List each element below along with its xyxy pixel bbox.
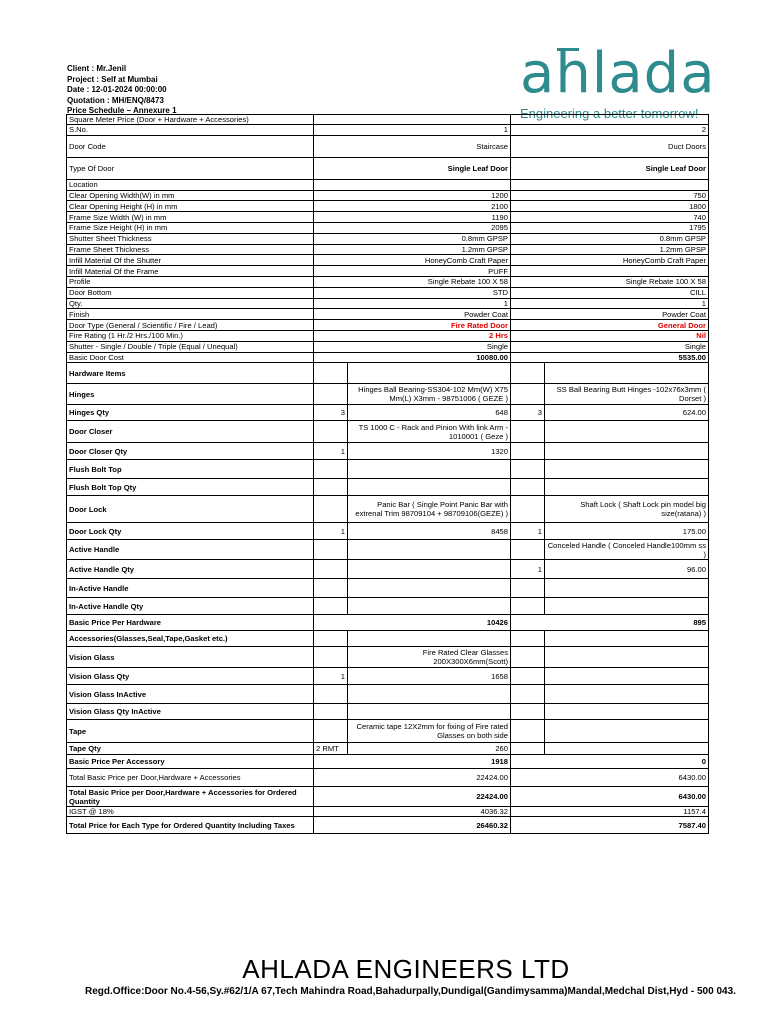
hardware-qty-type1: [314, 496, 348, 523]
table-title-row: [67, 115, 709, 125]
total-row: [67, 787, 709, 807]
hardware-label: Hinges Qty: [67, 405, 314, 421]
hardware-qty-type1: 1: [314, 443, 348, 460]
spec-value-type2: Single: [511, 341, 709, 352]
price-schedule-table: [66, 114, 709, 834]
spec-value-type1: 1: [314, 298, 511, 309]
spec-value-type1: [314, 179, 511, 190]
hardware-value-type2: [545, 363, 709, 384]
accessory-value-type1: [348, 704, 511, 720]
spec-row: [67, 298, 709, 309]
footer-company-name: AHLADA ENGINEERS LTD: [242, 954, 570, 984]
hardware-row: [67, 540, 709, 560]
spec-label: Type Of Door: [67, 157, 314, 179]
spec-value-type1: 2 Hrs: [314, 330, 511, 341]
accessory-qty-type1: 2 RMT: [314, 743, 348, 755]
client-name: Client : Mr.Jenil: [67, 64, 127, 73]
spec-value-type2: 0.8mm GPSP: [511, 233, 709, 244]
spec-value-type2: Powder Coat: [511, 309, 709, 320]
spec-label: Shutter - Single / Double / Triple (Equal / Unequal): [67, 341, 314, 352]
hardware-label: Door Closer: [67, 421, 314, 443]
hardware-qty-type2: [511, 443, 545, 460]
project-name: Project : Self at Mumbai: [67, 74, 158, 84]
hardware-label: Flush Bolt Top: [67, 460, 314, 479]
accessory-value-type1: Ceramic tape 12X2mm for fixing of Fire rated Glasses on both side: [348, 720, 511, 743]
spec-value-type1: Staircase: [314, 135, 511, 157]
basic-price-accessory-row: [67, 755, 709, 769]
spec-row: [67, 266, 709, 277]
accessory-value-type1: 260: [348, 743, 511, 755]
accessory-row: [67, 704, 709, 720]
hardware-row: [67, 560, 709, 579]
hardware-label: In-Active Handle Qty: [67, 598, 314, 615]
spec-label: Door Bottom: [67, 287, 314, 298]
quotation-date: Date : 12-01-2024 00:00:00: [67, 85, 167, 94]
spec-value-type2: 1: [511, 298, 709, 309]
spec-label: Profile: [67, 276, 314, 287]
hardware-row: [67, 460, 709, 479]
spec-value-type2: 750: [511, 190, 709, 201]
spec-label: Clear Opening Height (H) in mm: [67, 201, 314, 212]
total-row: [67, 769, 709, 787]
accessory-qty-type1: [314, 631, 348, 647]
accessory-qty-type2: [511, 647, 545, 668]
total-row: [67, 807, 709, 817]
spec-label: Fire Rating (1 Hr./2 Hrs./100 Min.): [67, 330, 314, 341]
accessory-qty-type2: [511, 704, 545, 720]
spec-value-type1: 1: [314, 125, 511, 136]
spec-value-type1: Fire Rated Door: [314, 320, 511, 331]
accessory-row: [67, 720, 709, 743]
spec-value-type1: HoneyComb Craft Paper: [314, 255, 511, 266]
spec-row: [67, 233, 709, 244]
hardware-value-type2: [545, 421, 709, 443]
basic-price-hardware-type2: 895: [511, 615, 709, 631]
total-value-type1: 22424.00: [314, 787, 511, 807]
hardware-value-type2: [545, 598, 709, 615]
footer-address: Regd.Office:Door No.4-56,Sy.#62/1/A 67,Tech Mahindra Road,Bahadurpally,Dundigal(Gandimysamma)Mandal,Medchal Dist,Hyd - 500 043.: [85, 986, 736, 997]
hardware-value-type1: [348, 579, 511, 598]
basic-price-hardware-type1: 10426: [314, 615, 511, 631]
spec-label: Infill Material Of the Shutter: [67, 255, 314, 266]
hardware-value-type2: 175.00: [545, 523, 709, 540]
spec-value-type2: Nil: [511, 330, 709, 341]
empty-cell: [314, 115, 511, 125]
hardware-qty-type2: [511, 421, 545, 443]
spec-value-type2: Single Rebate 100 X 58: [511, 276, 709, 287]
spec-value-type1: 1190: [314, 212, 511, 223]
hardware-value-type1: TS 1000 C - Rack and Pinion With link Arm - 1010001 ( Geze ): [348, 421, 511, 443]
spec-value-type1: STD: [314, 287, 511, 298]
hardware-qty-type2: [511, 598, 545, 615]
hardware-row: [67, 496, 709, 523]
total-value-type2: 6430.00: [511, 787, 709, 807]
spec-row: [67, 179, 709, 190]
hardware-label: Door Closer Qty: [67, 443, 314, 460]
hardware-label: Hardware Items: [67, 363, 314, 384]
spec-value-type1: Single Rebate 100 X 58: [314, 276, 511, 287]
hardware-label: Door Lock Qty: [67, 523, 314, 540]
spec-label: Frame Sheet Thickness: [67, 244, 314, 255]
basic-price-accessory-label: Basic Price Per Accessory: [67, 755, 314, 769]
hardware-row: [67, 523, 709, 540]
hardware-label: Hinges: [67, 384, 314, 405]
logo-wordmark: ahlada: [520, 41, 716, 106]
hardware-value-type2: 624.00: [545, 405, 709, 421]
accessory-value-type1: Fire Rated Clear Glasses 200X300X6mm(Scott): [348, 647, 511, 668]
client-info-block: [67, 64, 177, 117]
hardware-qty-type1: [314, 421, 348, 443]
table-title: Square Meter Price (Door + Hardware + Accessories): [67, 115, 314, 125]
hardware-label: In-Active Handle: [67, 579, 314, 598]
hardware-value-type2: [545, 460, 709, 479]
spec-label: S.No.: [67, 125, 314, 136]
spec-value-type1: Single: [314, 341, 511, 352]
spec-row: [67, 212, 709, 223]
hardware-qty-type1: 1: [314, 523, 348, 540]
spec-value-type2: 1795: [511, 222, 709, 233]
hardware-qty-type1: [314, 579, 348, 598]
hardware-value-type1: [348, 363, 511, 384]
spec-row: [67, 352, 709, 363]
hardware-value-type1: [348, 598, 511, 615]
total-value-type2: 6430.00: [511, 769, 709, 787]
hardware-qty-type2: [511, 363, 545, 384]
accessory-value-type2: [545, 720, 709, 743]
spec-label: Door Code: [67, 135, 314, 157]
basic-price-hardware-label: Basic Price Per Hardware: [67, 615, 314, 631]
hardware-value-type1: [348, 560, 511, 579]
spec-row: [67, 135, 709, 157]
accessory-label: Vision Glass InActive: [67, 685, 314, 704]
hardware-qty-type1: [314, 598, 348, 615]
hardware-value-type2: [545, 579, 709, 598]
hardware-row: [67, 363, 709, 384]
accessory-label: Vision Glass: [67, 647, 314, 668]
hardware-value-type1: Panic Bar ( Single Point Panic Bar with extrenal Trim 98709104 + 98709106(GEZE) ): [348, 496, 511, 523]
hardware-label: Active Handle: [67, 540, 314, 560]
hardware-value-type1: 8458: [348, 523, 511, 540]
hardware-qty-type1: [314, 560, 348, 579]
accessory-row: [67, 743, 709, 755]
hardware-row: [67, 421, 709, 443]
accessory-value-type1: [348, 631, 511, 647]
hardware-qty-type2: [511, 460, 545, 479]
hardware-row: [67, 479, 709, 496]
hardware-qty-type1: [314, 460, 348, 479]
accessory-label: Vision Glass Qty InActive: [67, 704, 314, 720]
spec-label: Frame Size Height (H) in mm: [67, 222, 314, 233]
spec-value-type1: Powder Coat: [314, 309, 511, 320]
hardware-label: Active Handle Qty: [67, 560, 314, 579]
accessory-label: Accessories(Glasses,Seal,Tape,Gasket etc.): [67, 631, 314, 647]
accessory-value-type1: 1658: [348, 668, 511, 685]
hardware-row: [67, 384, 709, 405]
spec-label: Frame Size Width (W) in mm: [67, 212, 314, 223]
spec-value-type2: 1800: [511, 201, 709, 212]
hardware-row: [67, 579, 709, 598]
spec-label: Qty.: [67, 298, 314, 309]
accessory-qty-type2: [511, 743, 545, 755]
hardware-qty-type1: [314, 363, 348, 384]
hardware-value-type2: [545, 479, 709, 496]
spec-value-type2: [511, 179, 709, 190]
spec-value-type1: Single Leaf Door: [314, 157, 511, 179]
accessory-value-type2: [545, 704, 709, 720]
total-value-type2: 7587.40: [511, 817, 709, 834]
accessory-qty-type1: 1: [314, 668, 348, 685]
spec-label: Basic Door Cost: [67, 352, 314, 363]
spec-value-type1: PUFF: [314, 266, 511, 277]
accessory-qty-type2: [511, 685, 545, 704]
hardware-qty-type2: 1: [511, 560, 545, 579]
total-value-type2: 1157.4: [511, 807, 709, 817]
total-label: Total Price for Each Type for Ordered Quantity Including Taxes: [67, 817, 314, 834]
spec-value-type2: 1.2mm GPSP: [511, 244, 709, 255]
accessory-qty-type1: [314, 685, 348, 704]
accessory-value-type2: [545, 647, 709, 668]
spec-label: Shutter Sheet Thickness: [67, 233, 314, 244]
hardware-value-type1: Hinges Ball Bearing-SS304-102 Mm(W) X75 Mm(L) X3mm - 98751006 ( GEZE ): [348, 384, 511, 405]
total-label: IGST @ 18%: [67, 807, 314, 817]
hardware-value-type1: [348, 540, 511, 560]
accessory-value-type2: [545, 685, 709, 704]
hardware-value-type2: SS Ball Bearing Butt Hinges -102x76x3mm ( Dorset ): [545, 384, 709, 405]
accessory-row: [67, 631, 709, 647]
spec-value-type1: 2095: [314, 222, 511, 233]
spec-value-type2: Single Leaf Door: [511, 157, 709, 179]
hardware-label: Door Lock: [67, 496, 314, 523]
hardware-value-type2: Shaft Lock ( Shaft Lock pin model big size(ratana) ): [545, 496, 709, 523]
spec-value-type1: 2100: [314, 201, 511, 212]
hardware-qty-type2: [511, 479, 545, 496]
spec-row: [67, 255, 709, 266]
total-value-type1: 4036.32: [314, 807, 511, 817]
spec-row: [67, 287, 709, 298]
spec-label: Finish: [67, 309, 314, 320]
accessory-label: Tape Qty: [67, 743, 314, 755]
total-label: Total Basic Price per Door,Hardware + Accessories: [67, 769, 314, 787]
spec-label: Door Type (General / Scientific / Fire / Lead): [67, 320, 314, 331]
spec-label: Infill Material Of the Frame: [67, 266, 314, 277]
accessory-qty-type1: [314, 720, 348, 743]
accessory-label: Vision Glass Qty: [67, 668, 314, 685]
spec-row: [67, 244, 709, 255]
hardware-qty-type2: [511, 579, 545, 598]
total-label: Total Basic Price per Door,Hardware + Accessories for Ordered Quantity: [67, 787, 314, 807]
empty-cell: [511, 115, 709, 125]
hardware-value-type1: [348, 460, 511, 479]
hardware-qty-type1: [314, 384, 348, 405]
price-schedule-title: Price Schedule – Annexure 1: [67, 106, 177, 115]
accessory-qty-type2: [511, 668, 545, 685]
basic-price-accessory-type1: 1918: [314, 755, 511, 769]
spec-value-type2: General Door: [511, 320, 709, 331]
logo-tagline: Engineering a better tomorrow!: [520, 106, 699, 121]
quotation-number: Quotation : MH/ENQ/8473: [67, 95, 164, 105]
spec-value-type2: HoneyComb Craft Paper: [511, 255, 709, 266]
spec-value-type1: 10080.00: [314, 352, 511, 363]
spec-value-type1: 1200: [314, 190, 511, 201]
spec-row: [67, 320, 709, 331]
hardware-qty-type1: [314, 479, 348, 496]
accessory-qty-type2: [511, 720, 545, 743]
hardware-row: [67, 405, 709, 421]
spec-row: [67, 157, 709, 179]
accessory-row: [67, 647, 709, 668]
spec-row: [67, 330, 709, 341]
spec-row: [67, 190, 709, 201]
spec-value-type2: 5535.00: [511, 352, 709, 363]
hardware-value-type1: [348, 479, 511, 496]
spec-label: Clear Opening Width(W) in mm: [67, 190, 314, 201]
spec-row: [67, 125, 709, 136]
hardware-value-type2: Conceled Handle ( Conceled Handle100mm ss ): [545, 540, 709, 560]
accessory-label: Tape: [67, 720, 314, 743]
spec-value-type2: Duct Doors: [511, 135, 709, 157]
basic-price-accessory-type2: 0: [511, 755, 709, 769]
spec-row: [67, 222, 709, 233]
ahlada-logo: [516, 40, 726, 125]
spec-value-type2: [511, 266, 709, 277]
accessory-value-type2: [545, 631, 709, 647]
hardware-qty-type2: [511, 540, 545, 560]
accessory-value-type2: [545, 668, 709, 685]
spec-value-type2: CILL: [511, 287, 709, 298]
hardware-qty-type2: 1: [511, 523, 545, 540]
spec-row: [67, 201, 709, 212]
hardware-value-type1: 1320: [348, 443, 511, 460]
spec-value-type1: 1.2mm GPSP: [314, 244, 511, 255]
basic-price-hardware-row: [67, 615, 709, 631]
accessory-value-type1: [348, 685, 511, 704]
spec-value-type2: 2: [511, 125, 709, 136]
spec-row: [67, 276, 709, 287]
accessory-row: [67, 685, 709, 704]
spec-row: [67, 341, 709, 352]
spec-row: [67, 309, 709, 320]
hardware-qty-type1: [314, 540, 348, 560]
hardware-value-type1: 648: [348, 405, 511, 421]
accessory-row: [67, 668, 709, 685]
accessory-qty-type2: [511, 631, 545, 647]
spec-label: Location: [67, 179, 314, 190]
hardware-qty-type1: 3: [314, 405, 348, 421]
total-value-type1: 22424.00: [314, 769, 511, 787]
hardware-qty-type2: [511, 496, 545, 523]
accessory-qty-type1: [314, 704, 348, 720]
spec-value-type2: 740: [511, 212, 709, 223]
accessory-qty-type1: [314, 647, 348, 668]
hardware-qty-type2: 3: [511, 405, 545, 421]
hardware-row: [67, 598, 709, 615]
accessory-value-type2: [545, 743, 709, 755]
hardware-qty-type2: [511, 384, 545, 405]
total-row: [67, 817, 709, 834]
hardware-label: Flush Bolt Top Qty: [67, 479, 314, 496]
hardware-value-type2: [545, 443, 709, 460]
hardware-value-type2: 96.00: [545, 560, 709, 579]
total-value-type1: 26460.32: [314, 817, 511, 834]
spec-value-type1: 0.8mm GPSP: [314, 233, 511, 244]
hardware-row: [67, 443, 709, 460]
